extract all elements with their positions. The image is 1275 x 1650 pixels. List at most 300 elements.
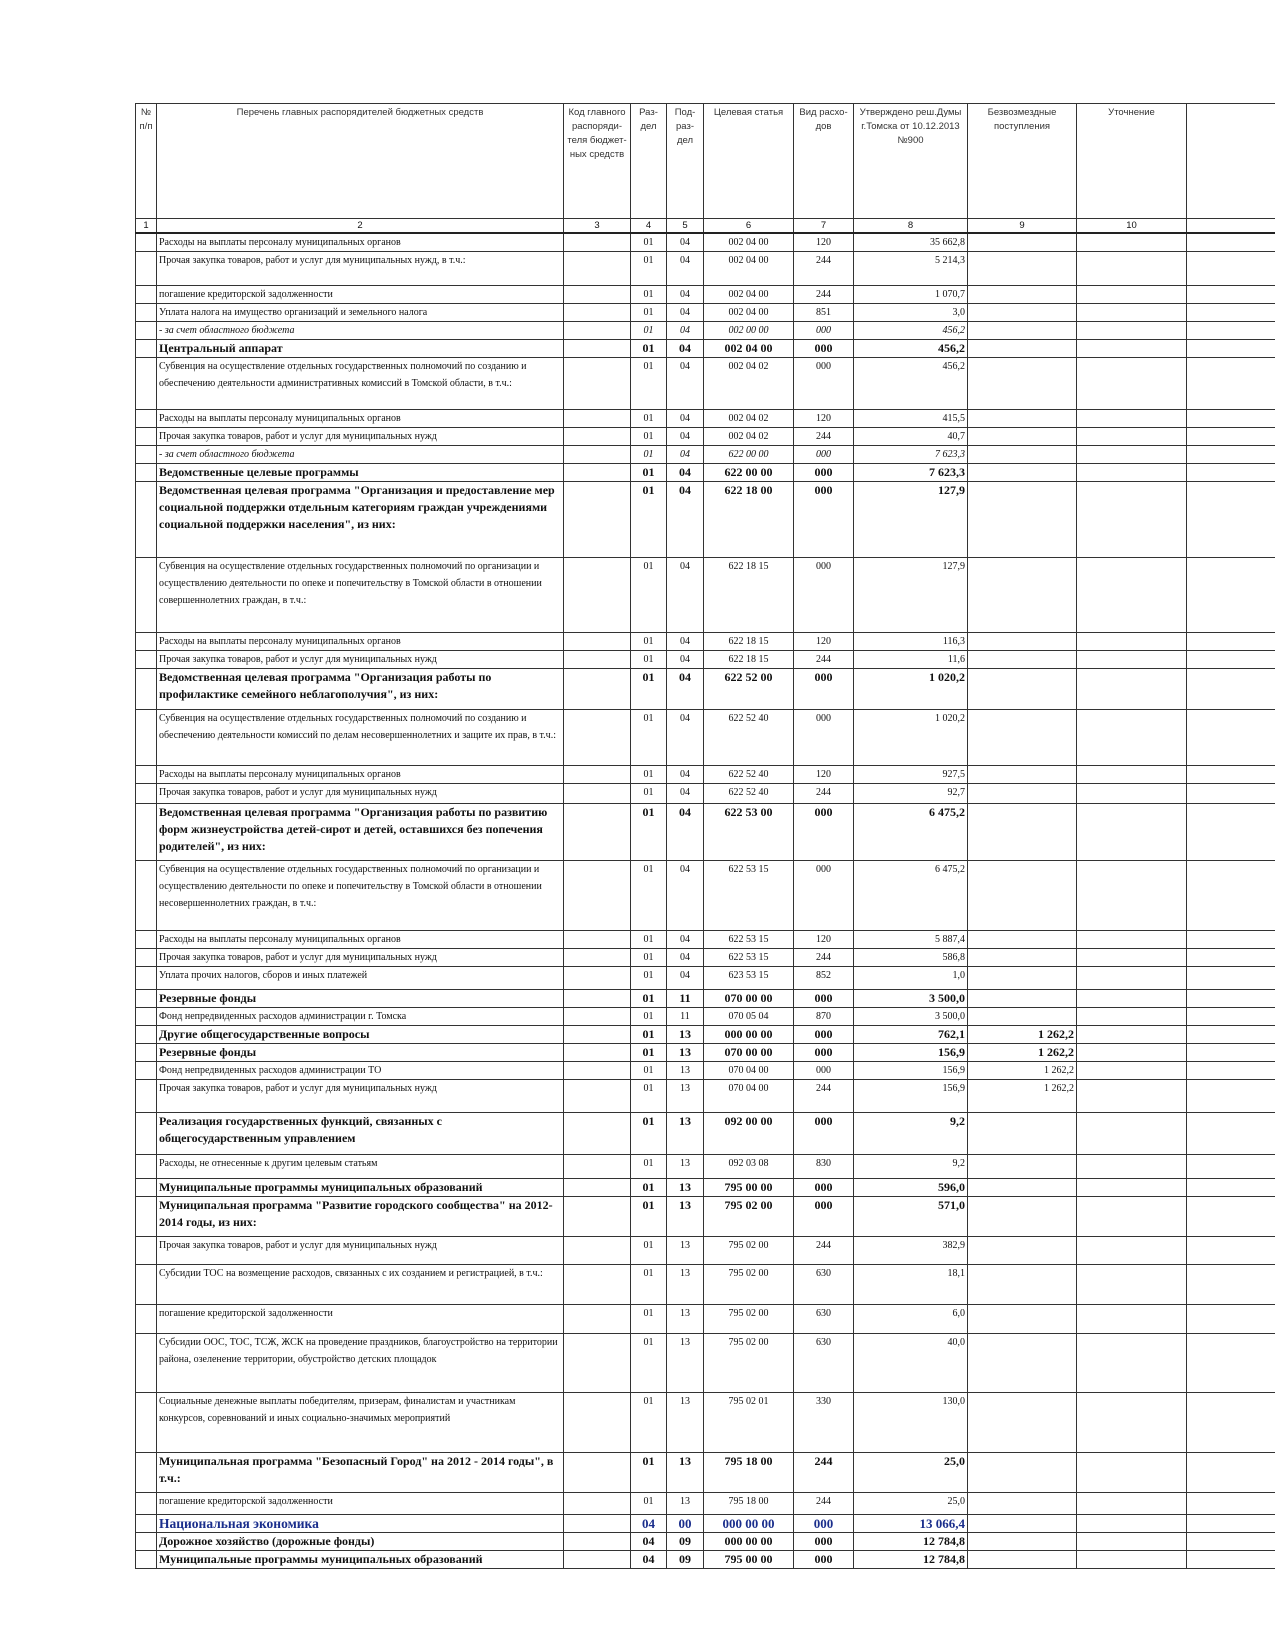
table-row [136,286,1275,304]
row-clarification [1077,784,1187,804]
row-approved: 25,0 [854,1493,968,1515]
row-clarification [1077,1237,1187,1265]
row-target: 622 18 15 [704,651,794,669]
row-clarification [1077,710,1187,766]
row-clarification [1077,633,1187,651]
table-row [136,633,1275,651]
row-subsection: 11 [667,990,704,1008]
row-subsection: 13 [667,1265,704,1305]
column-number: 8 [854,219,968,234]
row-target: 622 53 15 [704,949,794,967]
row-clarification [1077,1197,1187,1237]
row-gratuitous [968,1237,1077,1265]
table-row [136,1515,1275,1533]
row-gratuitous [968,1197,1077,1237]
row-code [564,1080,631,1113]
column-numbers-row [136,219,1275,234]
row-target: 795 02 00 [704,1305,794,1334]
row-exptype: 244 [794,286,854,304]
row-gratuitous: 1 262,2 [968,1044,1077,1062]
row-gratuitous [968,558,1077,633]
row-target: 622 18 00 [704,482,794,558]
row-target: 622 18 15 [704,558,794,633]
row-gratuitous [968,931,1077,949]
row-target: 795 02 00 [704,1334,794,1393]
row-approved: 12 784,8 [854,1551,968,1569]
row-section: 01 [631,340,667,358]
row-clarification [1077,1305,1187,1334]
row-clarification [1077,1533,1187,1551]
row-clarification [1077,651,1187,669]
header-blank [1187,104,1275,219]
row-name: Муниципальная программа "Развитие городского сообщества" на 2012-2014 годы, из них: [157,1197,564,1237]
row-name: Муниципальные программы муниципальных образований [157,1551,564,1569]
row-code [564,340,631,358]
row-code [564,358,631,410]
row-approved: 3,0 [854,304,968,322]
row-blank [1187,233,1275,252]
row-name: Национальная экономика [157,1515,564,1533]
row-num [136,1026,157,1044]
row-section: 01 [631,1265,667,1305]
row-code [564,804,631,861]
row-num [136,358,157,410]
table-row [136,446,1275,464]
row-target: 622 52 40 [704,766,794,784]
row-num [136,1062,157,1080]
row-approved: 7 623,3 [854,446,968,464]
row-blank [1187,1197,1275,1237]
row-subsection: 04 [667,304,704,322]
row-blank [1187,286,1275,304]
row-section: 01 [631,633,667,651]
row-exptype: 851 [794,304,854,322]
row-exptype: 244 [794,1493,854,1515]
row-gratuitous [968,1493,1077,1515]
row-num [136,1493,157,1515]
row-code [564,1305,631,1334]
row-gratuitous [968,766,1077,784]
row-approved: 92,7 [854,784,968,804]
row-exptype: 630 [794,1334,854,1393]
row-subsection: 04 [667,766,704,784]
row-approved: 927,5 [854,766,968,784]
row-approved: 9,2 [854,1113,968,1155]
table-row [136,967,1275,990]
row-subsection: 13 [667,1026,704,1044]
row-num [136,1197,157,1237]
row-section: 01 [631,1453,667,1493]
row-blank [1187,1515,1275,1533]
row-name: Ведомственная целевая программа "Организация работы по развитию форм жизнеустройства детей-сирот и детей, оставшихся без попечения родителей", из них: [157,804,564,861]
row-approved: 1,0 [854,967,968,990]
row-approved: 1 020,2 [854,710,968,766]
row-blank [1187,410,1275,428]
row-approved: 5 214,3 [854,252,968,286]
row-name: Фонд непредвиденных расходов администрации ТО [157,1062,564,1080]
row-approved: 456,2 [854,340,968,358]
row-subsection: 04 [667,482,704,558]
header-subsection: Под-раз-дел [667,104,704,219]
row-code [564,1237,631,1265]
row-target: 795 02 00 [704,1197,794,1237]
row-clarification [1077,1080,1187,1113]
table-row [136,1334,1275,1393]
row-subsection: 04 [667,931,704,949]
row-section: 01 [631,410,667,428]
row-clarification [1077,558,1187,633]
table-row [136,304,1275,322]
row-name: Социальные денежные выплаты победителям, призерам, финалистам и участникам конкурсов, соревнований и иных социально-значимых мероприятий [157,1393,564,1453]
row-blank [1187,633,1275,651]
row-gratuitous [968,1305,1077,1334]
row-gratuitous [968,633,1077,651]
row-approved: 1 020,2 [854,669,968,710]
row-section: 01 [631,252,667,286]
table-row [136,804,1275,861]
row-code [564,1026,631,1044]
row-exptype: 244 [794,1080,854,1113]
row-subsection: 04 [667,428,704,446]
row-blank [1187,931,1275,949]
row-gratuitous [968,669,1077,710]
row-code [564,446,631,464]
row-clarification [1077,252,1187,286]
row-code [564,1113,631,1155]
row-blank [1187,1393,1275,1453]
row-name: Прочая закупка товаров, работ и услуг для муниципальных нужд [157,428,564,446]
row-exptype: 000 [794,558,854,633]
row-section: 01 [631,1062,667,1080]
row-gratuitous [968,428,1077,446]
row-section: 01 [631,1493,667,1515]
row-clarification [1077,428,1187,446]
row-clarification [1077,358,1187,410]
row-code [564,558,631,633]
row-subsection: 13 [667,1044,704,1062]
row-subsection: 09 [667,1533,704,1551]
row-approved: 596,0 [854,1179,968,1197]
row-approved: 1 070,7 [854,286,968,304]
row-section: 01 [631,322,667,340]
row-name: Субсидии ООС, ТОС, ТСЖ, ЖСК на проведение праздников, благоустройство на территории района, озеленение территории, обустройство детских площадок [157,1334,564,1393]
row-target: 622 18 15 [704,633,794,651]
table-row [136,949,1275,967]
column-number: 5 [667,219,704,234]
column-number: 4 [631,219,667,234]
row-target: 795 02 00 [704,1237,794,1265]
table-row [136,710,1275,766]
row-clarification [1077,286,1187,304]
row-target: 622 52 00 [704,669,794,710]
row-approved: 456,2 [854,322,968,340]
table-row [136,233,1275,252]
row-subsection: 11 [667,1008,704,1026]
table-row [136,410,1275,428]
row-section: 01 [631,482,667,558]
table-body [136,233,1275,1569]
row-num [136,446,157,464]
row-clarification [1077,1008,1187,1026]
table-row [136,1393,1275,1453]
row-name: Резервные фонды [157,990,564,1008]
row-num [136,410,157,428]
row-num [136,651,157,669]
row-code [564,410,631,428]
row-subsection: 13 [667,1197,704,1237]
row-code [564,766,631,784]
row-num [136,1113,157,1155]
row-gratuitous [968,1453,1077,1493]
row-gratuitous [968,710,1077,766]
row-blank [1187,990,1275,1008]
row-name: Расходы на выплаты персоналу муниципальных органов [157,410,564,428]
row-blank [1187,651,1275,669]
row-target: 622 52 40 [704,710,794,766]
row-code [564,861,631,931]
row-name: Расходы на выплаты персоналу муниципальных органов [157,233,564,252]
row-approved: 9,2 [854,1155,968,1179]
row-gratuitous [968,1551,1077,1569]
column-number: 9 [968,219,1077,234]
row-code [564,651,631,669]
row-exptype: 000 [794,1551,854,1569]
row-gratuitous [968,1008,1077,1026]
row-target: 795 00 00 [704,1179,794,1197]
row-subsection: 04 [667,358,704,410]
row-subsection: 04 [667,784,704,804]
row-blank [1187,1026,1275,1044]
row-subsection: 00 [667,1515,704,1533]
row-gratuitous [968,990,1077,1008]
row-gratuitous: 1 262,2 [968,1026,1077,1044]
column-number-blank [1187,219,1275,234]
row-exptype: 000 [794,482,854,558]
row-subsection: 13 [667,1334,704,1393]
row-name: Уплата прочих налогов, сборов и иных платежей [157,967,564,990]
row-exptype: 000 [794,1533,854,1551]
row-num [136,1334,157,1393]
row-code [564,1551,631,1569]
row-exptype: 120 [794,931,854,949]
row-num [136,949,157,967]
column-number: 1 [136,219,157,234]
row-gratuitous [968,1533,1077,1551]
row-exptype: 000 [794,669,854,710]
row-num [136,428,157,446]
row-target: 002 04 02 [704,410,794,428]
header-row [136,104,1275,219]
row-blank [1187,1453,1275,1493]
row-code [564,1334,631,1393]
header-clarification: Уточнение [1077,104,1187,219]
row-blank [1187,804,1275,861]
row-subsection: 04 [667,651,704,669]
row-num [136,1533,157,1551]
row-section: 01 [631,464,667,482]
row-subsection: 13 [667,1305,704,1334]
row-section: 04 [631,1551,667,1569]
row-subsection: 04 [667,446,704,464]
row-gratuitous [968,967,1077,990]
table-row [136,931,1275,949]
row-num [136,558,157,633]
row-section: 01 [631,710,667,766]
row-subsection: 13 [667,1493,704,1515]
row-num [136,1453,157,1493]
row-section: 01 [631,233,667,252]
column-number: 7 [794,219,854,234]
row-blank [1187,1062,1275,1080]
row-section: 01 [631,304,667,322]
row-section: 01 [631,990,667,1008]
row-blank [1187,340,1275,358]
row-blank [1187,358,1275,410]
row-approved: 7 623,3 [854,464,968,482]
table-row [136,1026,1275,1044]
row-blank [1187,446,1275,464]
row-blank [1187,1533,1275,1551]
row-gratuitous [968,252,1077,286]
row-code [564,322,631,340]
row-code [564,990,631,1008]
row-num [136,252,157,286]
row-num [136,464,157,482]
row-exptype: 244 [794,1237,854,1265]
row-name: Субвенция на осуществление отдельных государственных полномочий по организации и осуществлению деятельности по опеке и попечительству в Томской области в отношении совершеннолетних граждан, в т.ч.: [157,558,564,633]
row-subsection: 04 [667,861,704,931]
row-exptype: 330 [794,1393,854,1453]
row-blank [1187,669,1275,710]
row-code [564,967,631,990]
table-row [136,766,1275,784]
row-num [136,322,157,340]
row-approved: 3 500,0 [854,1008,968,1026]
row-num [136,784,157,804]
row-section: 01 [631,428,667,446]
row-section: 01 [631,358,667,410]
row-blank [1187,1334,1275,1393]
row-section: 01 [631,766,667,784]
row-target: 070 00 00 [704,1044,794,1062]
row-section: 01 [631,446,667,464]
row-gratuitous [968,1515,1077,1533]
table-row [136,784,1275,804]
row-approved: 130,0 [854,1393,968,1453]
row-num [136,967,157,990]
row-approved: 3 500,0 [854,990,968,1008]
row-blank [1187,861,1275,931]
row-name: Субвенция на осуществление отдельных государственных полномочий по организации и осуществлению деятельности по опеке и попечительству в Томской области в отношении несовершеннолетних граждан, в т.ч.: [157,861,564,931]
row-exptype: 000 [794,1044,854,1062]
row-approved: 156,9 [854,1062,968,1080]
row-target: 795 18 00 [704,1453,794,1493]
row-name: Прочая закупка товаров, работ и услуг для муниципальных нужд [157,1080,564,1113]
row-section: 01 [631,784,667,804]
row-subsection: 04 [667,669,704,710]
row-target: 622 52 40 [704,784,794,804]
row-approved: 156,9 [854,1044,968,1062]
header-approved: Утверждено реш.Думы г.Томска от 10.12.2013 №900 [854,104,968,219]
row-subsection: 04 [667,558,704,633]
row-exptype: 000 [794,446,854,464]
row-target: 092 00 00 [704,1113,794,1155]
row-exptype: 244 [794,428,854,446]
row-clarification [1077,669,1187,710]
row-blank [1187,1080,1275,1113]
row-code [564,710,631,766]
row-clarification [1077,804,1187,861]
row-target: 002 04 00 [704,252,794,286]
row-clarification [1077,1515,1187,1533]
row-exptype: 244 [794,949,854,967]
row-code [564,1265,631,1305]
row-section: 04 [631,1515,667,1533]
table-row [136,1179,1275,1197]
row-num [136,340,157,358]
row-target: 000 00 00 [704,1515,794,1533]
row-code [564,1155,631,1179]
row-code [564,1453,631,1493]
row-target: 622 00 00 [704,446,794,464]
row-subsection: 13 [667,1453,704,1493]
row-exptype: 244 [794,252,854,286]
column-number: 10 [1077,219,1187,234]
row-name: погашение кредиторской задолженности [157,1493,564,1515]
table-row [136,1197,1275,1237]
row-clarification [1077,1393,1187,1453]
row-code [564,1533,631,1551]
row-code [564,949,631,967]
row-subsection: 13 [667,1393,704,1453]
table-row [136,669,1275,710]
row-exptype: 000 [794,710,854,766]
row-gratuitous: 1 262,2 [968,1080,1077,1113]
row-code [564,633,631,651]
row-name: Резервные фонды [157,1044,564,1062]
row-gratuitous [968,1113,1077,1155]
table-row [136,428,1275,446]
row-approved: 5 887,4 [854,931,968,949]
row-subsection: 04 [667,633,704,651]
row-approved: 12 784,8 [854,1533,968,1551]
row-exptype: 000 [794,861,854,931]
header-num: № п/п [136,104,157,219]
header-gratuitous: Безвозмездные поступления [968,104,1077,219]
row-target: 002 04 02 [704,358,794,410]
row-num [136,861,157,931]
row-name: Другие общегосударственные вопросы [157,1026,564,1044]
row-target: 622 53 15 [704,861,794,931]
row-clarification [1077,949,1187,967]
row-exptype: 000 [794,1113,854,1155]
table-row [136,1062,1275,1080]
row-clarification [1077,304,1187,322]
row-code [564,669,631,710]
row-name: Субвенция на осуществление отдельных государственных полномочий по созданию и обеспечению деятельности комиссий по делам несовершеннолетних и защите их прав, в т.ч.: [157,710,564,766]
row-exptype: 244 [794,651,854,669]
row-approved: 6,0 [854,1305,968,1334]
row-name: Дорожное хозяйство (дорожные фонды) [157,1533,564,1551]
row-section: 01 [631,1113,667,1155]
row-blank [1187,1305,1275,1334]
row-clarification [1077,931,1187,949]
row-gratuitous [968,651,1077,669]
row-subsection: 04 [667,464,704,482]
row-gratuitous [968,410,1077,428]
row-approved: 116,3 [854,633,968,651]
row-num [136,931,157,949]
